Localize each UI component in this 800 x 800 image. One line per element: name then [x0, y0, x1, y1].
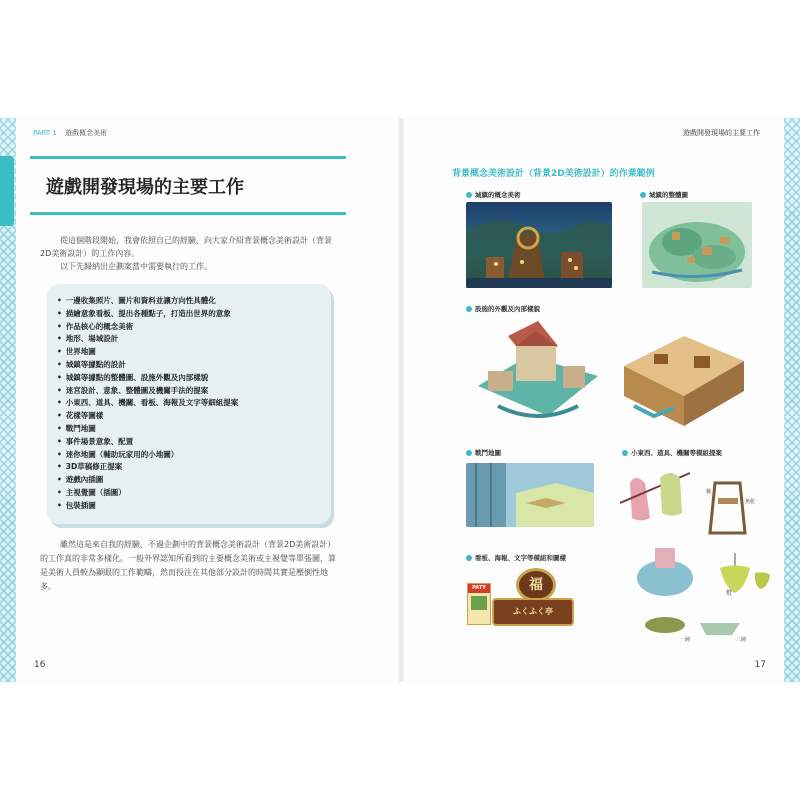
- page-number-left: 16: [34, 660, 46, 670]
- book-spread: [0, 118, 800, 682]
- list-item: • 花樣等圖樣: [57, 410, 331, 423]
- poster-image: [471, 596, 487, 610]
- task-list: [47, 284, 331, 513]
- prop-note: 一層: [680, 637, 691, 643]
- caption-town-overview: 城鎮的整體圖: [640, 190, 688, 199]
- list-item: • 事件場景意象、配置: [57, 436, 331, 449]
- list-item: • 描繪意象看板、提出各種點子，打造出世界的意象: [57, 308, 331, 321]
- intro-paragraph: 從這個階段開始，我會依照自己的經驗，向大家介紹背景概念美術設計（背景2D美術設計）的工作內容。: [40, 236, 332, 258]
- outro-paragraph: 雖然這是來自我的經驗，不過企劃中的背景概念美術設計（背景2D美術設計）的工作真的非常多樣化。一般外界認知所看到的主要概念美術或主視覺等單張圖，算是美術人員較為顯眼的工作範疇，然而投注在其他部分設計的時間其實是壓倒性地多。: [40, 540, 336, 591]
- running-head-left: [33, 128, 107, 138]
- poster-graphic: [467, 583, 491, 625]
- outro-text: [40, 538, 340, 594]
- prop-note: 燈: [726, 590, 733, 597]
- list-item: • 作品核心的概念美術: [57, 321, 331, 334]
- chapter-tab: [0, 156, 14, 226]
- running-head-chapter: 遊戲概念美術: [65, 129, 108, 137]
- list-item: • 主視覺圖（插圖）: [57, 487, 331, 500]
- caption-battle-map: 戰鬥地圖: [466, 448, 501, 457]
- caption-facility: 設施的外觀及內部樣貌: [466, 304, 540, 313]
- caption-signs: 看板、海報、文字等模組和圖樣: [466, 553, 566, 562]
- list-item: • 3D草稿修正提案: [57, 461, 331, 474]
- title-rule-top: [30, 156, 346, 159]
- list-item: • 遊戲內插圖: [57, 474, 331, 487]
- list-item: • 戰鬥地圖: [57, 423, 331, 436]
- prop-note: 鐘: [706, 489, 712, 495]
- prop-note: 二層: [736, 637, 747, 643]
- list-item: • 世界地圖: [57, 346, 331, 359]
- town-concept-illustration: [466, 202, 612, 288]
- caption-props: 小東西、道具、機關等模組提案: [622, 448, 722, 457]
- battle-map-illustration: [466, 463, 594, 527]
- props-illustration: [620, 463, 770, 643]
- list-item: • 迷宮設計、意象、整體圖及機關手法的提案: [57, 385, 331, 398]
- shop-sign-graphic: [492, 568, 574, 630]
- town-overview-illustration: [642, 202, 752, 288]
- task-list-box: [47, 284, 331, 524]
- list-item: • 小東西、道具、機關、看板、海報及文字等細組提案: [57, 397, 331, 410]
- poster-label: PATY: [468, 584, 490, 593]
- caption-town-concept: 城鎮的概念美術: [466, 190, 521, 199]
- sign-emblem: 福: [516, 568, 556, 602]
- facility-exterior-illustration: [468, 316, 608, 426]
- list-item: • 城鎮等據點的整體圖、設施外觀及內部樣貌: [57, 372, 331, 385]
- running-head-right: 遊戲開發現場的主要工作: [683, 129, 760, 137]
- title-rule-bottom: [30, 212, 346, 215]
- page-edge-right: [784, 118, 800, 682]
- intro-text: [40, 234, 340, 273]
- running-head-part: PART 1: [33, 129, 57, 137]
- list-item: • 一邊收集照片、圖片和資料並讓方向性具體化: [57, 295, 331, 308]
- list-item: • 城鎮等據點的設計: [57, 359, 331, 372]
- page-title: 遊戲開發現場的主要工作: [46, 177, 244, 198]
- facility-interior-illustration: [614, 316, 750, 432]
- intro-paragraph: 以下先歸納出企劃案當中需要執行的工作。: [60, 262, 212, 271]
- gallery-title: 背景概念美術設計（背景2D美術設計）的作業範例: [452, 169, 655, 179]
- sign-board-text: ふくふく亭: [492, 598, 574, 626]
- page-number-right: 17: [754, 660, 766, 670]
- list-item: • 迷你地圖（輔助玩家用的小地圖）: [57, 449, 331, 462]
- book-gutter: [398, 118, 404, 682]
- list-item: • 地形、場域設計: [57, 333, 331, 346]
- prop-note: 魚乾: [745, 499, 756, 505]
- list-item: • 包裝插圖: [57, 500, 331, 513]
